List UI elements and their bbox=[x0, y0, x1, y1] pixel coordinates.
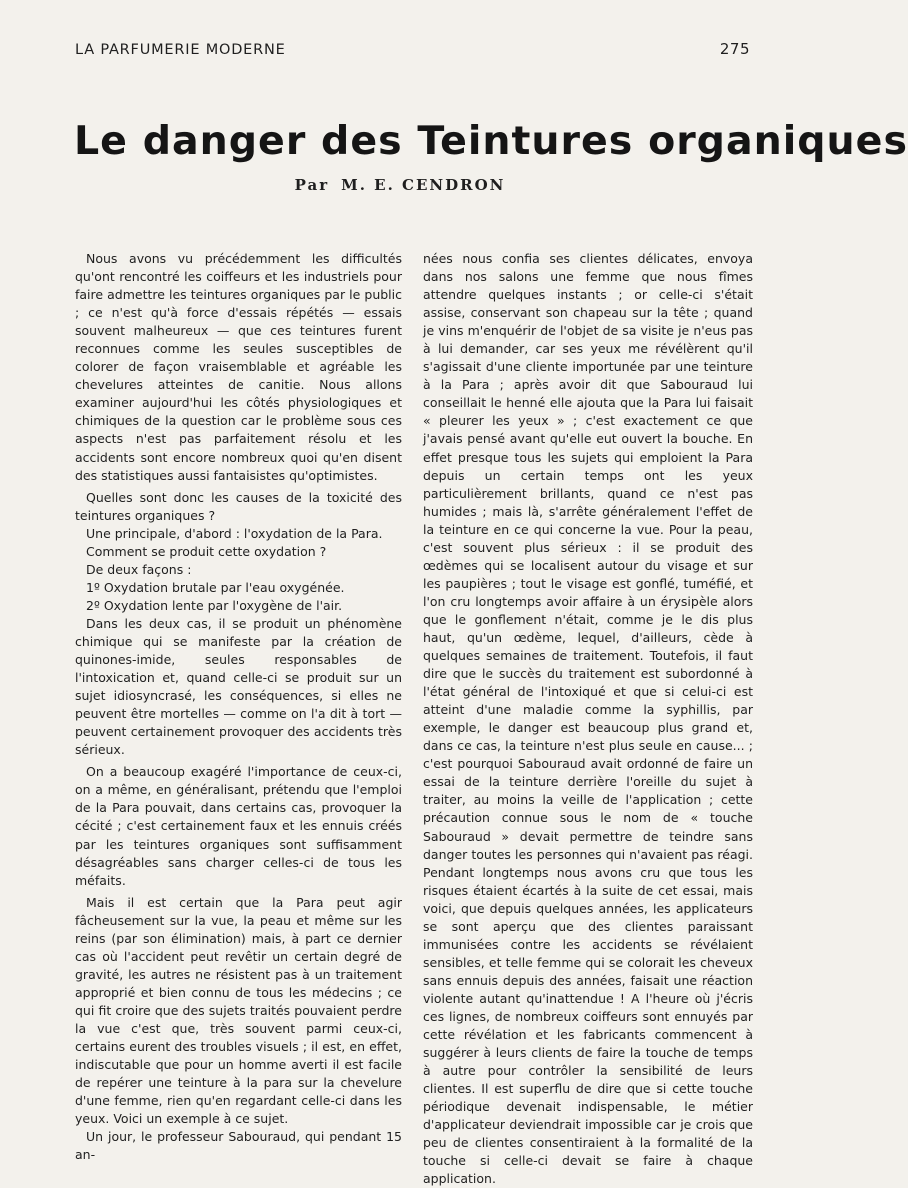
page-number: 275 bbox=[719, 40, 750, 58]
byline bbox=[0, 176, 800, 194]
paragraph: On a beaucoup exagéré l'importance de ceux-ci, on a même, en généralisant, prétendu que l'emploi de la Para pouvait, dans certains cas, provoquer la cécité ; c'est certainement faux et les ennuis créés par les teintures organiques sont suffisamment désagréables sans charger celles-ci de tous les méfaits. bbox=[75, 764, 402, 888]
journal-name: LA PARFUMERIE MODERNE bbox=[75, 42, 286, 58]
paragraph: Nous avons vu précédemment les difficultés qu'ont rencontré les coiffeurs et les industriels pour faire admettre les teintures organiques par le public ; ce n'est qu'à force d'essais répétés — essais souvent malheureux — que ces teintures furent reconnues comme les seules susceptibles de colorer de façon vraisemblable et agréable les chevelures atteintes de canitie. Nous allons examiner aujourd'hui les côtés physiologiques et chimiques de la question car le problème sous ces aspects n'est pas parfaitement résolu et les accidents sont encore nombreux quoi qu'en disent des statistiques aussi fantaisistes qu'optimistes. bbox=[75, 251, 402, 483]
paragraph: De deux façons : bbox=[86, 561, 192, 577]
paragraph: Une principale, d'abord : l'oxydation de la Para. bbox=[86, 525, 383, 541]
paragraph: Un jour, le professeur Sabouraud, qui pendant 15 an- bbox=[75, 1129, 402, 1163]
paragraph: Quelles sont donc les causes de la toxicité des teintures organiques ? bbox=[75, 489, 402, 523]
byline-prefix: Par bbox=[294, 176, 330, 194]
paragraph: Comment se produit cette oxydation ? bbox=[86, 543, 327, 559]
paragraph: 1º Oxydation brutale par l'eau oxygénée. bbox=[86, 579, 345, 595]
left-column bbox=[75, 250, 402, 1164]
paragraph: Dans les deux cas, il se produit un phénomène chimique qui se manifeste par la création de quinones-imide, seules responsables de l'intoxication et, quand celle-ci se produit sur un sujet idiosyncrasé, les conséquences, si elles ne peuvent être mortelles — comme on l'a dit à tort — peuvent certainement provoquer des accidents très sérieux. bbox=[75, 615, 402, 758]
paragraph: Mais il est certain que la Para peut agir fâcheusement sur la vue, la peau et même sur les reins (par son élimination) mais, à part ce dernier cas où l'accident peut revêtir un certain degré de gravité, les autres ne résistent pas à un traitement approprié et bien connu de tous les médecins ; ce qui fit croire que des sujets traités pouvaient perdre la vue c'est que, très souvent parmi ceux-ci, certains eurent des troubles visuels ; il est, en effet, indiscutable que pour un homme averti il est facile de repérer une teinture à la para sur la chevelure d'une femme, rien qu'en regardant celle-ci dans les yeux. Voici un exemple à ce sujet. bbox=[75, 894, 402, 1127]
author-name: M. E. CENDRON bbox=[341, 176, 506, 194]
running-header bbox=[75, 40, 750, 58]
right-column bbox=[423, 250, 753, 1188]
article-title: Le danger des Teintures organiques bbox=[74, 118, 908, 164]
paragraph: nées nous confia ses clientes délicates, envoya dans nos salons une femme que nous fîmes attendre quelques instants ; or celle-ci s'était assise, conservant son chapeau sur la tête ; quand je vins m'enquérir de l'objet de sa visite je n'eus pas à lui demander, car ses yeux me révélèrent qu'il s'agissait d'une cliente importunée par une teinture à la Para ; après avoir dit que Sabouraud lui conseillait le henné elle ajouta que la Para lui faisait « pleurer les yeux » ; c'est exactement ce que j'avais pensé avant qu'elle eut ouvert la bouche. En effet presque tous les sujets qui emploient la Para depuis un certain temps ont les yeux particulièrement brillants, quand ce n'est pas humides ; mais là, s'arrête généralement l'effet de la teinture en ce qui concerne la vue. Pour la peau, c'est souvent plus sérieux : il se produit des œdèmes qui se localisent autour du visage et sur les paupières ; tout le visage est gonflé, tuméfié, et l'on cru longtemps avoir affaire à un érysipèle alors que le gonflement n'était, comme je le dis plus haut, qu'un œdème, lequel, d'ailleurs, cède à quelques semaines de traitement. Toutefois, il faut dire que le succès du traitement est subordonné à l'état général de l'intoxiqué et que si celui-ci est atteint d'une maladie comme la syphillis, par exemple, le danger est beaucoup plus grand et, dans ce cas, la teinture n'est plus seule en cause... ; c'est pourquoi Sabouraud avait ordonné de faire un essai de la teinture derrière l'oreille du sujet à traiter, au moins la veille de l'application ; cette précaution connue sous le nom de « touche Sabouraud » devait permettre de teindre sans danger toutes les personnes qui n'avaient pas réagi. Pendant longtemps nous avons cru que tous les risques étaient écartés à la suite de cet essai, mais voici, que depuis quelques années, les applicateurs se sont aperçu que des clientes paraissant immunisées contre les accidents se révélaient sensibles, et telle femme qui se colorait les cheveux sans ennuis depuis des années, faisait une réaction violente autant qu'inattendue ! A l'heure où j'écris ces lignes, de nombreux coiffeurs sont ennuyés par cette révélation et les fabricants commencent à suggérer à leurs clients de faire la touche de temps à autre pour contrôler la sensibilité de leurs clientes. Il est superflu de dire que si cette touche périodique devenait indispensable, le métier d'applicateur deviendrait impossible car je crois que peu de clientes consentiraient à la formalité de la touche si celle-ci devait se faire à chaque application. bbox=[423, 251, 753, 1187]
paragraph: 2º Oxydation lente par l'oxygène de l'air. bbox=[86, 597, 343, 613]
